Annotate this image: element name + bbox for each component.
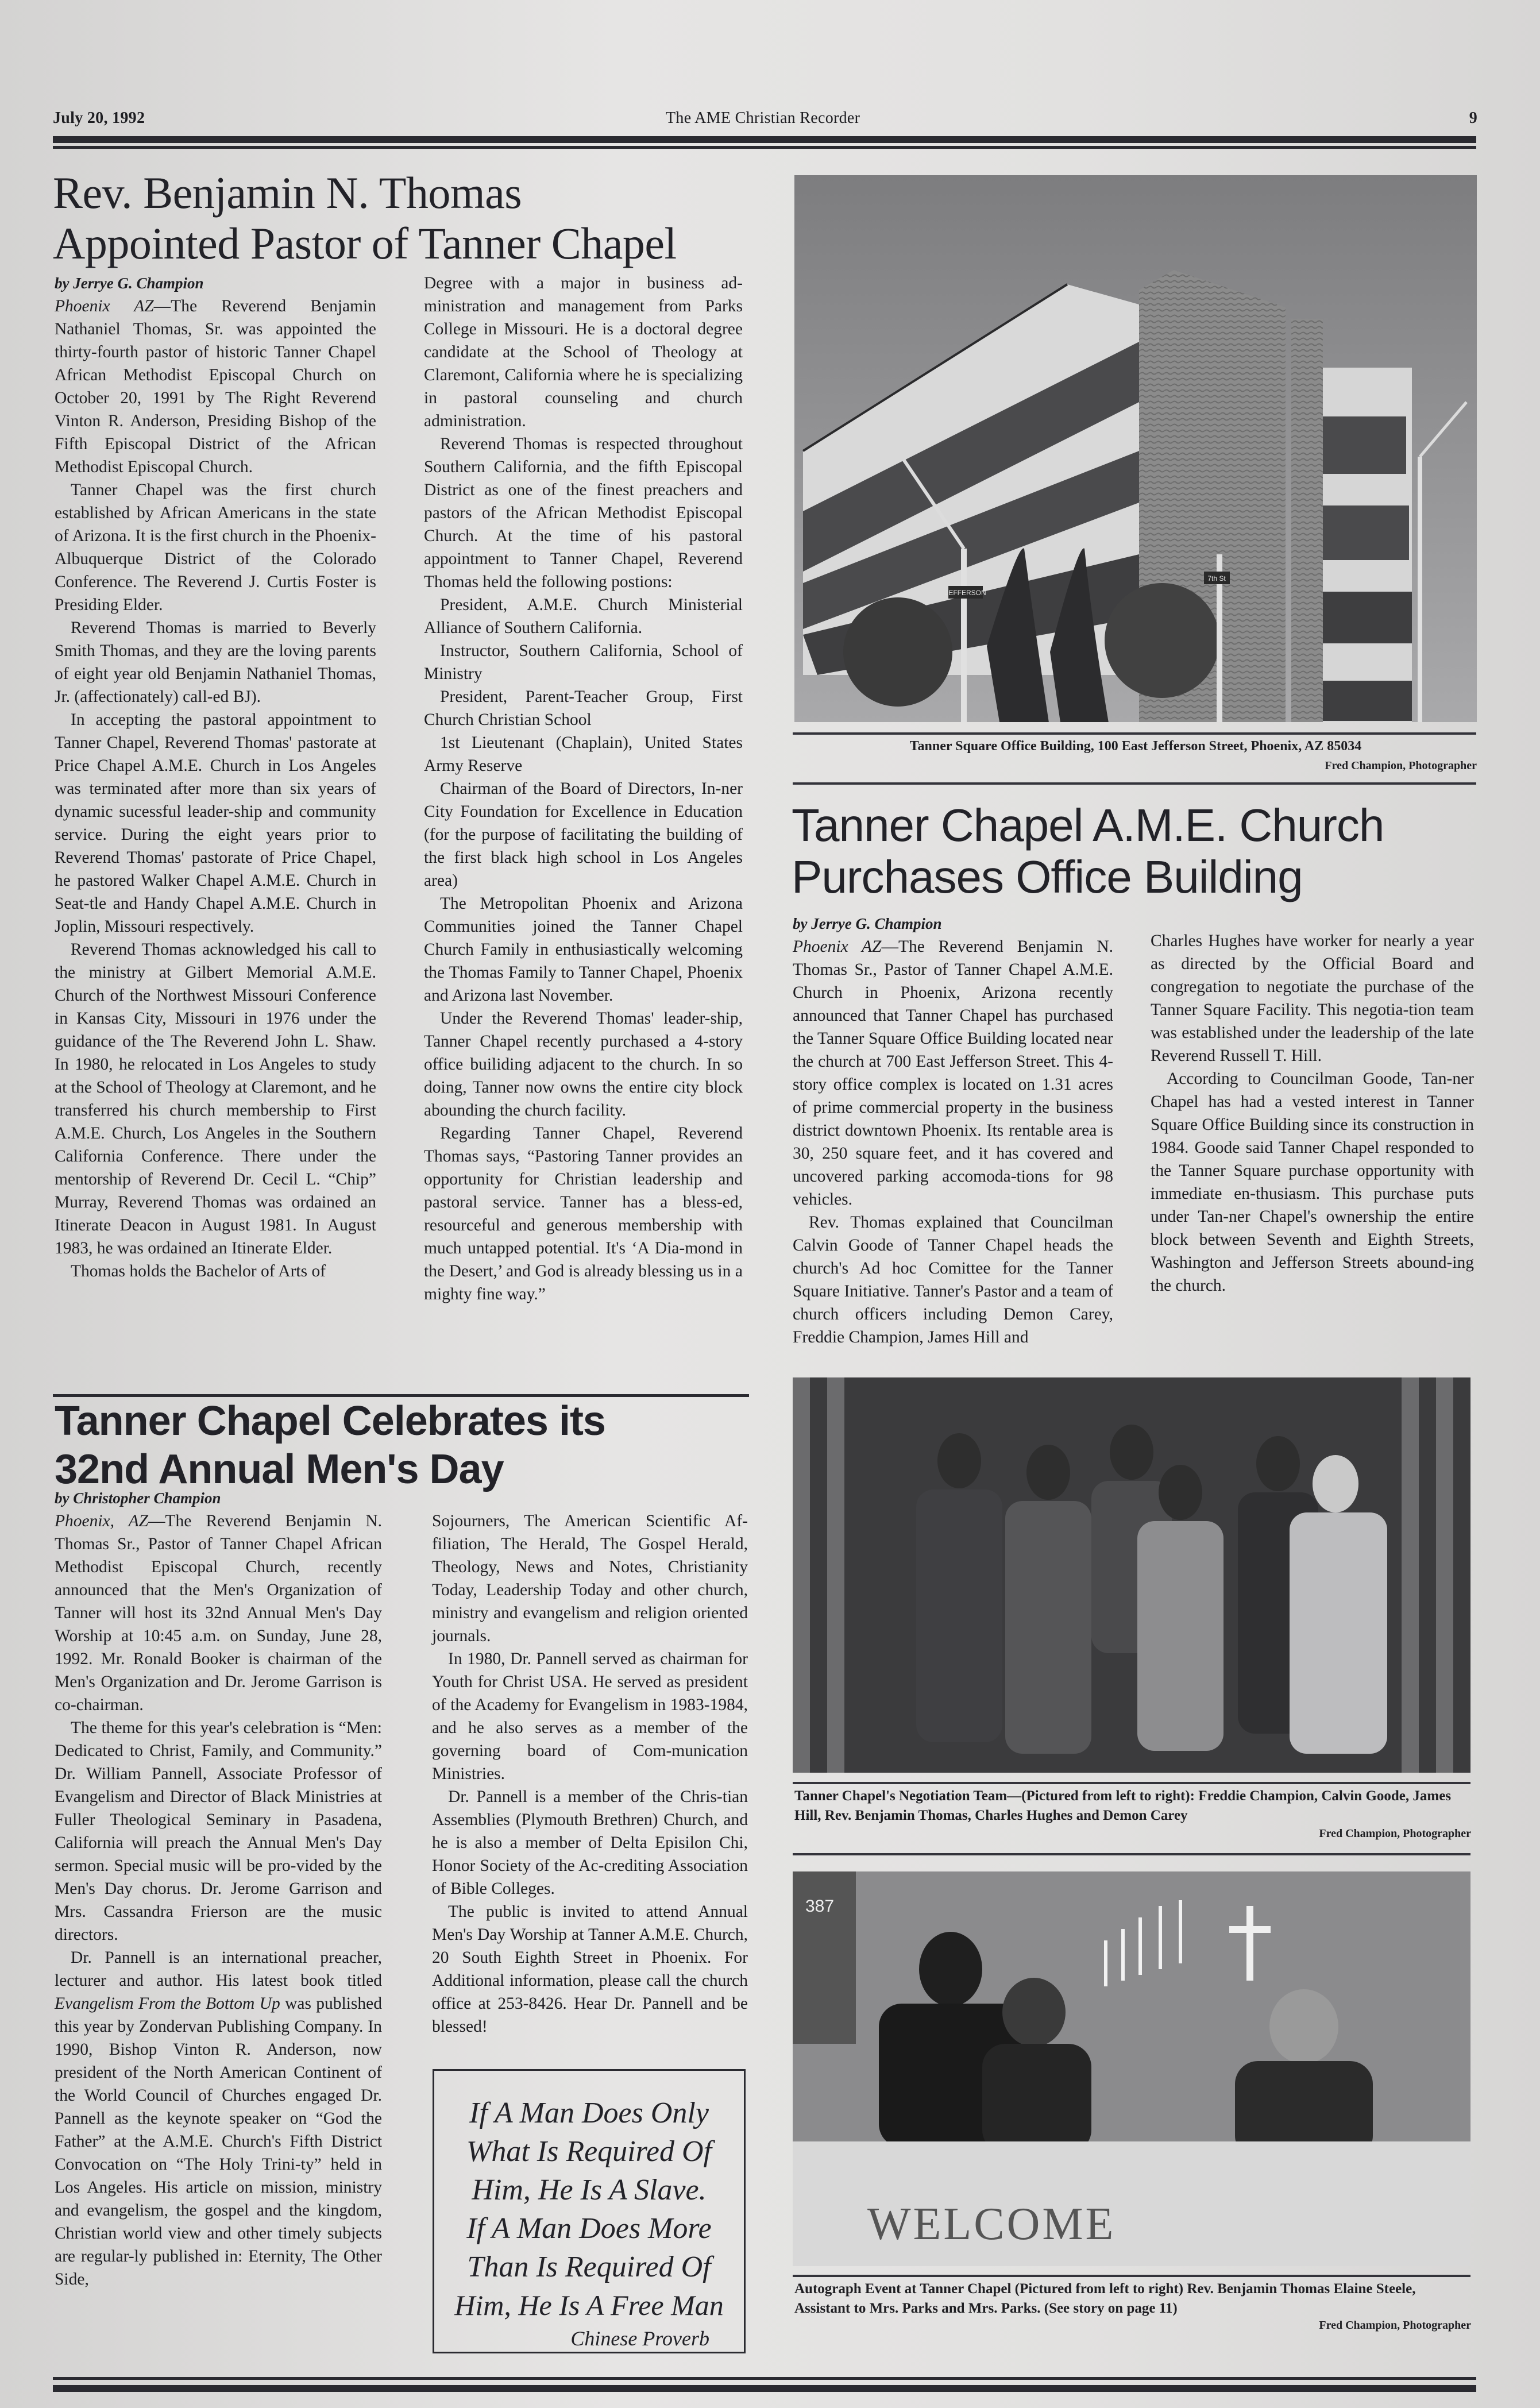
headline-line: Tanner Chapel A.M.E. Church: [792, 800, 1384, 851]
paragraph: The theme for this year's celebration is “Men: Dedicated to Christ, Family, and Community.” Dr. William Pannell, Associate Professor of Evangelism and Director of Black Ministries at Fuller Theological Seminary in Pasadena, California will preach the Annual Men's Day sermon. Special music will be pro-vided by the Men's Day chorus. Dr. Jerome Garrison and Mrs. Cassandra Frierson are the music directors.: [55, 1719, 382, 1944]
paragraph: According to Councilman Goode, Tan-ner Chapel has had a vested interest in Tanner Square Office Building since its construction in 1984. Goode said Tanner Chapel responded to the Tanner Square purchase opportunity with immediate en-thusiasm. This purchase puts under Tan-ner Chapel's ownership the entire block between Seventh and Eighth Streets, Washington and Jefferson Streets abound-ing the church.: [1151, 1070, 1474, 1295]
proverb-attribution: Chinese Proverb: [570, 2327, 709, 2350]
team-photo-caption: Tanner Chapel's Negotiation Team—(Pictured from left to right): Freddie Champion, Calvin Goode, James Hill, Rev. Benjamin Thomas, Charles Hughes and Demon Carey: [794, 1788, 1452, 1823]
headline-line: Tanner Chapel Celebrates its: [55, 1398, 605, 1444]
paragraph: Sojourners, The American Scientific Af-filiation, The Herald, The Gospel Herald, Theology, News and Notes, Christianity Today, Leadership Today and other church, ministry and evangelism and religion oriented journals.: [432, 1512, 748, 1645]
article-mensday-column-2: [432, 1510, 748, 2038]
article-purchase-headline: [792, 800, 1384, 903]
headline-line: Appointed Pastor of Tanner Chapel: [53, 218, 677, 268]
person: [1002, 1978, 1066, 2047]
footer-rule-thin: [53, 2377, 1476, 2380]
masthead-rule-thin: [53, 146, 1476, 149]
dateline: Phoenix, AZ: [55, 1512, 148, 1530]
paragraph: Dr. Pannell is a member of the Chris-tian Assemblies (Plymouth Brethren) Church, and he is also a member of Delta Episilon Chi, Honor Society of the Ac-crediting Association of Bible Colleges.: [432, 1788, 748, 1898]
paragraph: President, A.M.E. Church Ministerial Alliance of Southern California.: [424, 596, 743, 637]
paragraph: Chairman of the Board of Directors, In-ner City Foundation for Excellence in Education (for the purpose of facilitating the building of the first black high school in Los Angeles area): [424, 779, 743, 890]
paragraph: Regarding Tanner Chapel, Reverend Thomas says, “Pastoring Tanner provides an opportunity for Christian leadership and pastoral service. Tanner has a bless-ed, resourceful and generous membership with much untapped potential. It's ‘A Dia-mond in the Desert,’ and God is already blessing us in a mighty fine way.”: [424, 1124, 743, 1303]
proverb-box: [433, 2069, 746, 2353]
headline-line: Purchases Office Building: [792, 851, 1303, 902]
team-illustration: [793, 1377, 1470, 1773]
paragraph: Reverend Thomas is respected throughout Southern California, and the fifth Episcopal District as one of the finest preachers and pastors of the African Methodist Episcopal Church. At the time of his pastoral appointment to Tanner Chapel, Reverend Thomas held the following postions:: [424, 435, 743, 591]
paragraph: President, Parent-Teacher Group, First Church Christian School: [424, 688, 743, 729]
masthead: [53, 109, 1477, 132]
building-illustration: [794, 175, 1477, 722]
photo-credit: Fred Champion, Photographer: [1319, 2319, 1471, 2332]
sign-number: 387: [805, 1897, 835, 1916]
street-sign-text: JEFFERSON: [945, 589, 986, 597]
headline-line: Rev. Benjamin N. Thomas: [53, 168, 522, 218]
paragraph: Instructor, Southern California, School of Ministry: [424, 642, 743, 683]
dateline: Phoenix AZ: [55, 297, 154, 315]
byline: by Jerrye G. Champion: [55, 275, 204, 292]
paragraph: The public is invited to attend Annual Men's Day Worship at Tanner A.M.E. Church, 20 South Eighth Street in Phoenix. For Additional information, please call the church office at 253-8426. Hear Dr. Pannell and be blessed!: [432, 1903, 748, 2036]
issue-date: July 20, 1992: [53, 109, 145, 127]
autograph-event-photo: [793, 1871, 1470, 2266]
paragraph: Dr. Pannell is an international preacher, lecturer and author. His latest book titled Evangelism From the Bottom Up was published this year by Zondervan Publishing Company. In 1990, Bishop Vinton R. Anderson, now president of the North American Continent of the World Council of Churches engaged Dr. Pannell as the keynote speaker on “God the Father” at the A.M.E. Church's Fifth District Convocation on “The Holy Trini-ty” held in Los Angeles. His article on mission, ministry and evangelism, the gospel and the kingdom, Christian world view and other timely subjects are regular-ly published in: Eternity, The Other Side,: [55, 1948, 383, 2289]
headline-line: 32nd Annual Men's Day: [55, 1446, 504, 1492]
article-pastor-column-1: [55, 272, 376, 1283]
article-pastor-column-2: [424, 272, 743, 1306]
paragraph: 1st Lieutenant (Chaplain), United States Army Reserve: [424, 734, 743, 775]
paragraph: In accepting the pastoral appointment to Tanner Chapel, Reverend Thomas' pastorate at Price Chapel A.M.E. Church in Los Angeles was terminated after more than six years of dynamic sucessful leader-ship and community service. During the eight years prior to Reverend Thomas' pastorate of Price Chapel, he pastored Walker Chapel A.M.E. Church in Seat-tle and Handy Chapel A.M.E. Church in Joplin, Missouri respectively.: [55, 711, 376, 936]
article-purchase-column-2: [1151, 929, 1474, 1297]
article-purchase-column-1: [793, 912, 1113, 1349]
paragraph: Phoenix AZ—The Reverend Benjamin N. Thomas Sr., Pastor of Tanner Chapel A.M.E. Church in Phoenix, Arizona recently announced that Tanner Chapel has purchased the Tanner Square Office Building located near the church at 700 East Jefferson Street. This 4-story office complex is located on 1.31 acres of prime commercial property in the business district downtown Phoenix. Its rentable area is 30, 250 square feet, and it has covered and uncovered parking accomoda-tions for 98 vehicles.: [793, 937, 1113, 1209]
proverb-line: If A Man Does More: [466, 2212, 712, 2245]
book-title: Evangelism From the Bottom Up: [55, 1994, 280, 2013]
publication-name: The AME Christian Recorder: [666, 109, 860, 127]
proverb-line: If A Man Does Only: [469, 2097, 709, 2129]
cross: [1246, 1906, 1253, 1981]
building-photo: [794, 175, 1477, 722]
street-sign-text: 7th St: [1207, 574, 1226, 582]
person: [1269, 1989, 1338, 2064]
proverb-line: Than Is Required Of: [467, 2251, 711, 2283]
paragraph: Phoenix, AZ—The Reverend Benjamin N. Thomas Sr., Pastor of Tanner Chapel African Methodist Episcopal Church, recently announced that the Men's Organization of Tanner will host its 32nd Annual Men's Day Worship at 10:45 a.m. on Sunday, June 28, 1992. Mr. Ronald Booker is chairman of the Men's Organization and Dr. Jerome Garrison is co-chairman.: [55, 1512, 382, 1714]
paragraph: Reverend Thomas is married to Beverly Smith Thomas, and they are the loving parents of eight year old Benjamin Nathaniel Thomas, Jr. (affectionately) call-ed BJ).: [55, 619, 376, 706]
article-mensday-headline: [55, 1397, 605, 1494]
paragraph: In 1980, Dr. Pannell served as chairman for Youth for Christ USA. He served as president of the Academy for Evangelism in 1983-1984, and he also serves as a member of the governing board of Com-munication Ministries.: [432, 1650, 748, 1783]
proverb-line: What Is Required Of: [466, 2135, 712, 2168]
paragraph: Thomas holds the Bachelor of Arts of: [71, 1262, 326, 1280]
welcome-banner: WELCOME: [867, 2199, 1116, 2249]
proverb-line: Him, He Is A Slave.: [472, 2174, 707, 2206]
paragraph: Degree with a major in business ad-ministration and management from Parks College in Missouri. He is a doctoral degree candidate at the School of Theology at Claremont, California where he is specializing in pastoral counseling and church administration.: [424, 274, 743, 430]
byline: by Jerrye G. Champion: [793, 915, 942, 932]
page-number: 9: [1469, 109, 1477, 127]
tree: [1105, 583, 1219, 698]
tree: [843, 597, 952, 707]
paragraph: Under the Reverend Thomas' leader-ship, Tanner Chapel recently purchased a 4-story office builiding adjacent to the church. In so doing, Tanner now owns the entire city block abounding the church facility.: [424, 1009, 743, 1120]
building-photo-caption: Tanner Square Office Building, 100 East Jefferson Street, Phoenix, AZ 85034: [909, 739, 1362, 754]
photo-credit: Fred Champion, Photographer: [1319, 1827, 1471, 1840]
street-light-pole: [961, 549, 967, 722]
masthead-rule-thick: [53, 136, 1476, 143]
photo-credit: Fred Champion, Photographer: [1325, 759, 1477, 772]
autograph-illustration: [793, 1871, 1470, 2266]
proverb-line: Him, He Is A Free Man: [454, 2289, 724, 2321]
paragraph: Charles Hughes have worker for nearly a year as directed by the Official Board and congregation to negotiate the purchase of the Tanner Square Facility. This negotia-tion team was established under the leadership of the late Reverend Russell T. Hill.: [1151, 932, 1474, 1065]
article-pastor-headline: [53, 168, 677, 269]
paragraph: Rev. Thomas explained that Councilman Calvin Goode of Tanner Chapel heads the church's Ad hoc Comittee for the Tanner Square Initiative. Tanner's Pastor and a team of church officers including Demon Carey, Freddie Champion, James Hill and: [793, 1213, 1113, 1346]
article-mensday-column-1: [55, 1487, 382, 2291]
dateline: Phoenix AZ: [793, 937, 882, 956]
paragraph: Phoenix AZ—The Reverend Benjamin Nathaniel Thomas, Sr. was appointed the thirty-fourth pastor of historic Tanner Chapel African Methodist Episcopal Church on October 20, 1991 by The Right Reverend Vinton R. Anderson, Presiding Bishop of the Fifth Episcopal District of the African Methodist Episcopal Church.: [55, 297, 376, 476]
paragraph: Tanner Chapel was the first church established by African Americans in the state of Arizona. It is the first church in the Phoenix-Albuquerque District of the Colorado Conference. The Reverend J. Curtis Foster is Presiding Elder.: [55, 481, 376, 614]
negotiation-team-photo: [793, 1377, 1470, 1773]
paragraph: The Metropolitan Phoenix and Arizona Communities joined the Tanner Chapel Church Family in enthusiastically welcoming the Thomas Family to Tanner Chapel, Phoenix and Arizona last November.: [424, 894, 743, 1005]
person: [919, 1932, 982, 2006]
footer-rule-thick: [53, 2385, 1476, 2392]
paragraph: Reverend Thomas acknowledged his call to the ministry at Gilbert Memorial A.M.E. Church of the Northwest Missouri Conference in Kansas City, Missouri in 1976 under the guidance of the The Reverend John L. Shaw. In 1980, he relocated in Los Angeles to study at the School of Theology at Claremont, and he transferred his church membership to First A.M.E. Church, Los Angeles in the Southern California Conference. There under the mentorship of Reverend Dr. Cecil L. “Chip” Murray, Reverend Thomas was ordained an Itinerate Deacon in August 1981. In August 1983, he was ordained an Itinerate Elder.: [55, 940, 376, 1257]
autograph-photo-caption: Autograph Event at Tanner Chapel (Pictured from left to right) Rev. Benjamin Thomas Elaine Steele, Assistant to Mrs. Parks and Mrs. Parks. (See story on page 11): [794, 2281, 1416, 2316]
byline: by Christopher Champion: [55, 1489, 221, 1507]
